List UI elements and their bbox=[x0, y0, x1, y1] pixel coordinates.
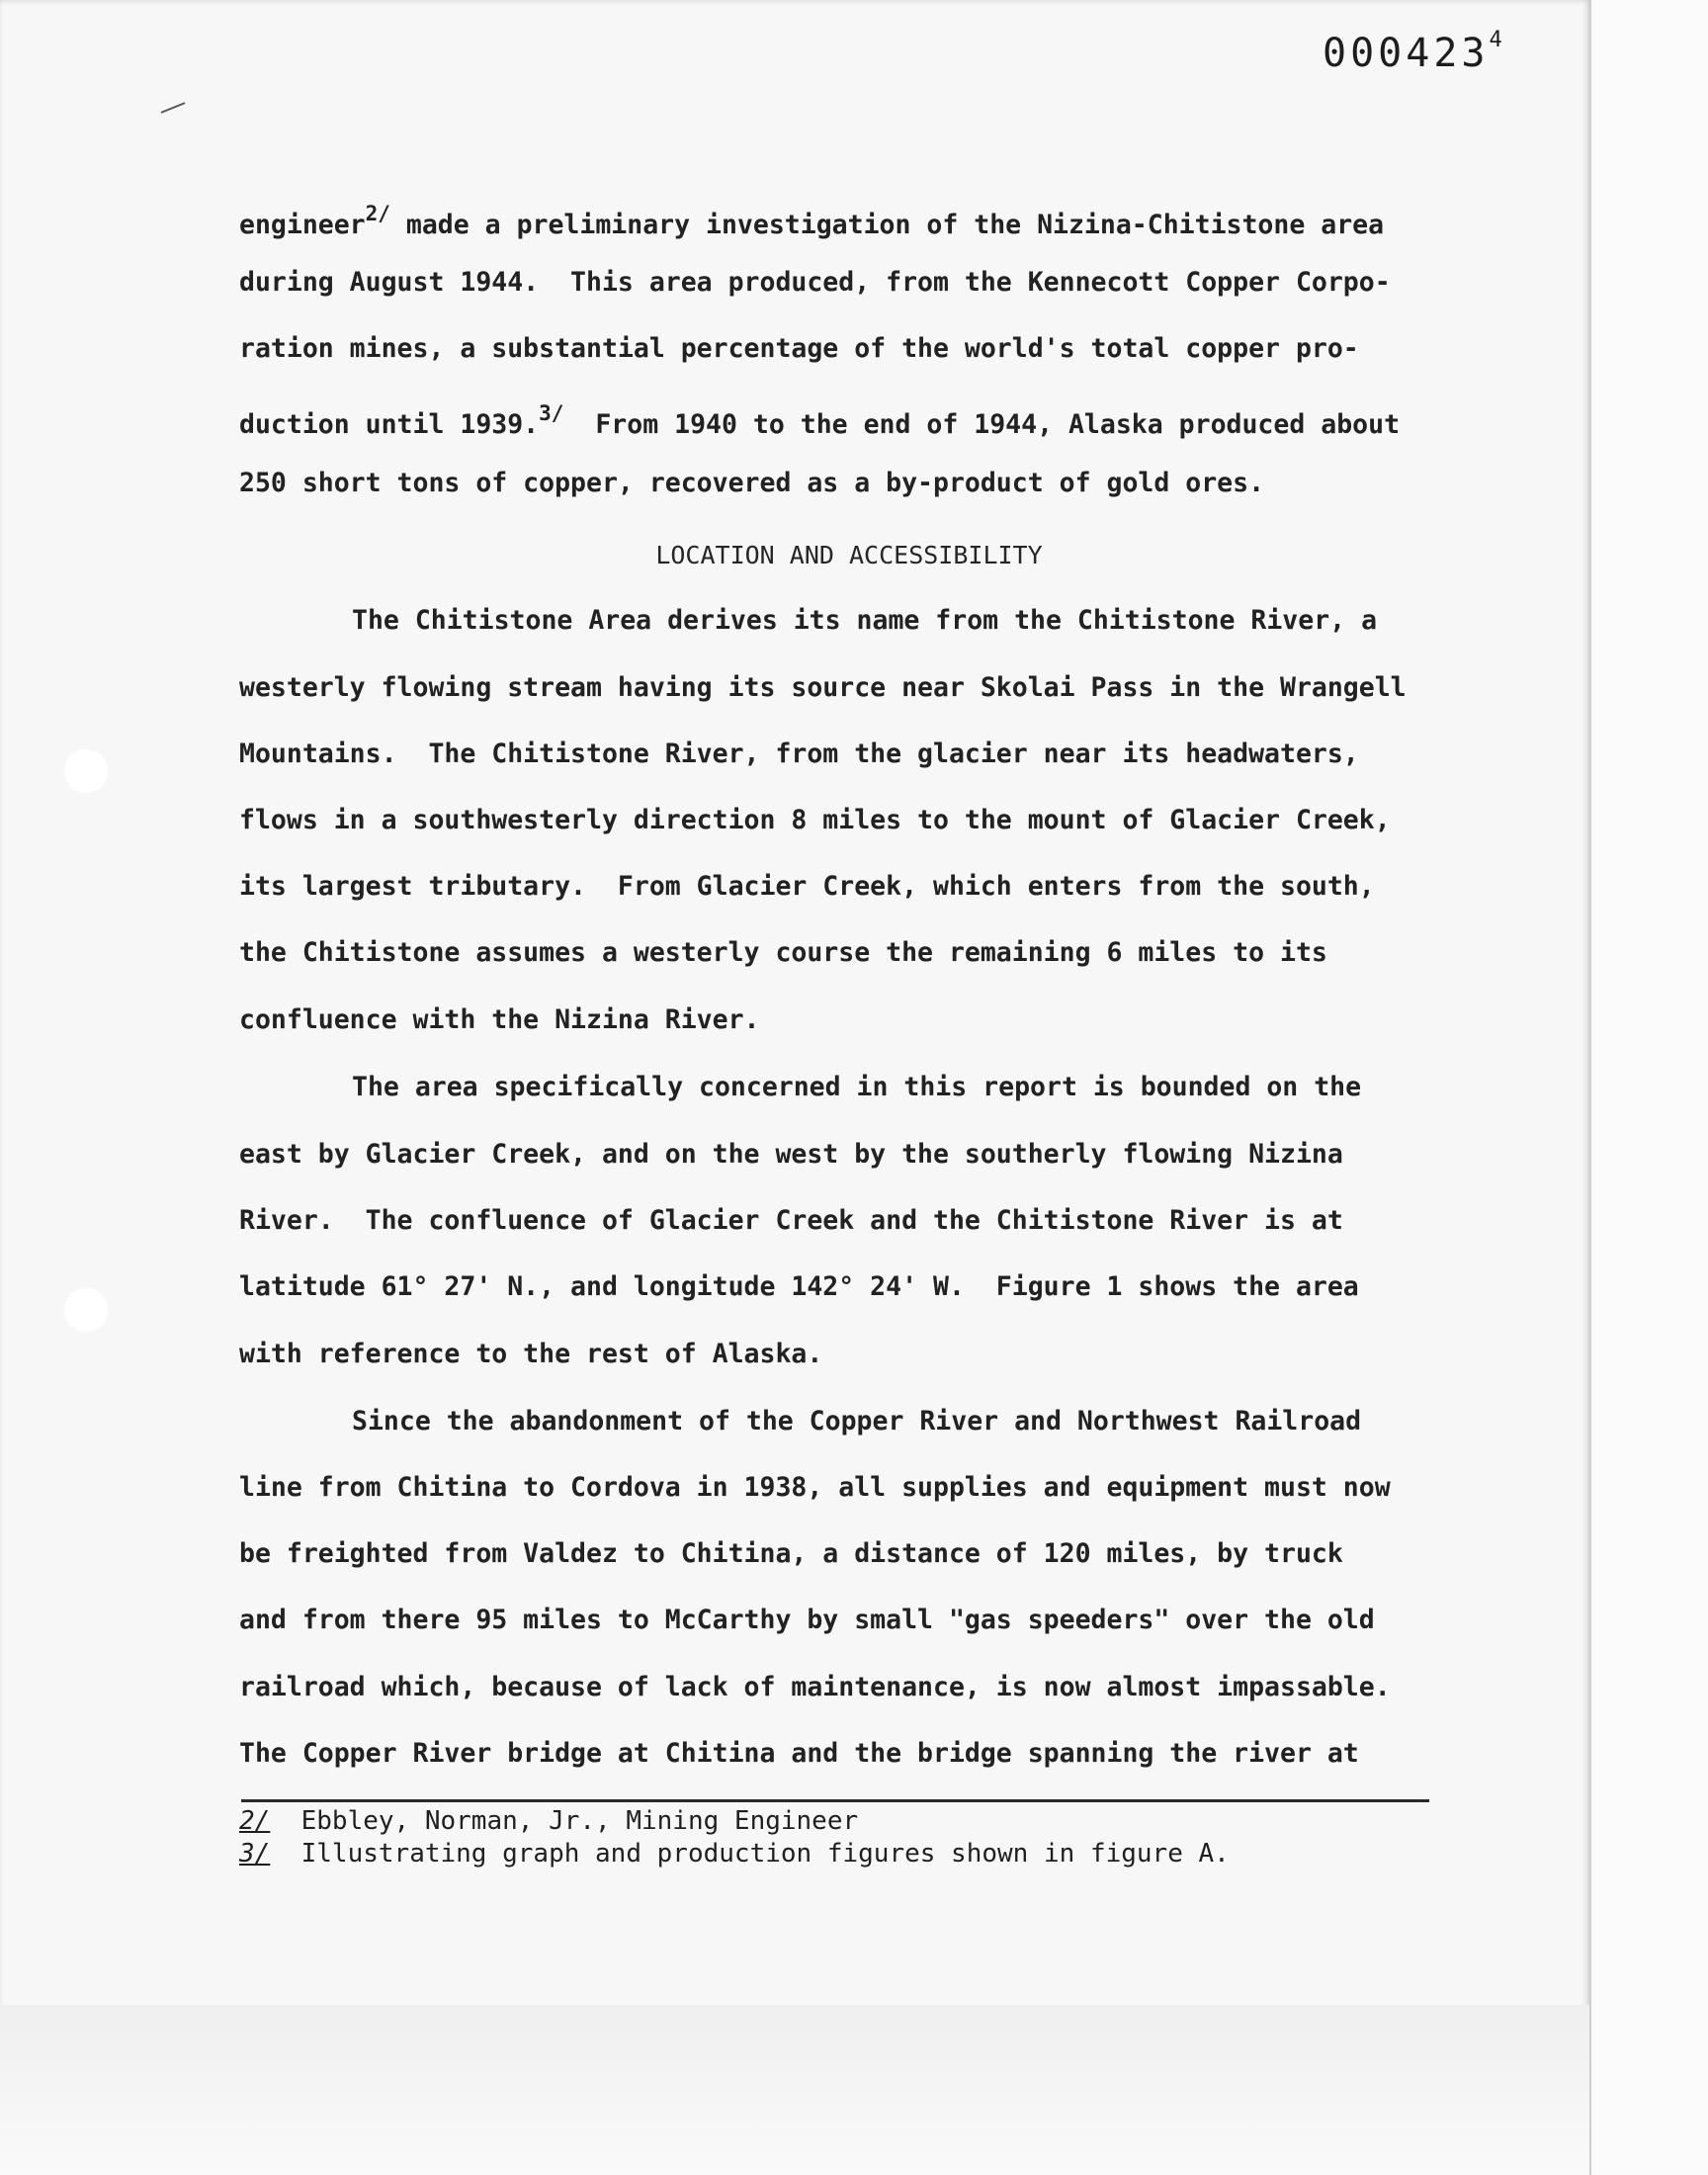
text-line: and from there 95 miles to McCarthy by small "gas speeders" over the old bbox=[239, 1605, 1375, 1635]
text-line: River. The confluence of Glacier Creek and the Chitistone River is at bbox=[239, 1205, 1343, 1236]
text-line: westerly flowing stream having its source near Skolai Pass in the Wrangell bbox=[239, 672, 1407, 703]
text-line: railroad which, because of lack of maintenance, is now almost impassable. bbox=[239, 1672, 1391, 1702]
text-line: during August 1944. This area produced, from the Kennecott Copper Corpo- bbox=[239, 267, 1391, 298]
footnote: 3/ Illustrating graph and production figures shown in figure A. bbox=[239, 1839, 1230, 1869]
text-line: its largest tributary. From Glacier Creek, which enters from the south, bbox=[239, 871, 1375, 902]
section-heading: LOCATION AND ACCESSIBILITY bbox=[655, 541, 1043, 569]
text-line: ration mines, a substantial percentage of the world's total copper pro- bbox=[239, 333, 1359, 364]
text-line: The Copper River bridge at Chitina and the bridge spanning the river at bbox=[239, 1738, 1359, 1769]
text-line: Mountains. The Chitistone River, from the glacier near its headwaters, bbox=[239, 739, 1359, 769]
page-bottom-area bbox=[0, 2005, 1589, 2175]
pen-mark bbox=[161, 102, 186, 114]
text-line: flows in a southwesterly direction 8 miles to the mount of Glacier Creek, bbox=[239, 805, 1391, 835]
text-line: latitude 61° 27' N., and longitude 142° 24' W. Figure 1 shows the area bbox=[239, 1271, 1359, 1302]
text-line: duction until 1939.$^{3/}$ From 1940 to the end of 1944, Alaska produced about bbox=[239, 401, 1401, 440]
punch-hole bbox=[63, 1287, 109, 1333]
page-number: 000423$^4$ bbox=[1323, 28, 1506, 76]
text-line: engineer$^{2/}$ made a preliminary investigation of the Nizina-Chitistone area bbox=[239, 202, 1385, 240]
text-line: 250 short tons of copper, recovered as a by-product of gold ores. bbox=[239, 468, 1265, 498]
text-line: Since the abandonment of the Copper River and Northwest Railroad bbox=[352, 1406, 1362, 1436]
text-line: confluence with the Nizina River. bbox=[239, 1004, 760, 1035]
text-line: be freighted from Valdez to Chitina, a distance of 120 miles, by truck bbox=[239, 1538, 1343, 1569]
text-line: the Chitistone assumes a westerly course the remaining 6 miles to its bbox=[239, 937, 1327, 968]
scan-margin bbox=[1589, 0, 1708, 2175]
text-line: with reference to the rest of Alaska. bbox=[239, 1339, 823, 1369]
footnote: 2/ Ebbley, Norman, Jr., Mining Engineer bbox=[239, 1806, 859, 1836]
footnote-number: 3/ bbox=[239, 1839, 271, 1869]
text-line: east by Glacier Creek, and on the west by the southerly flowing Nizina bbox=[239, 1139, 1343, 1170]
text-line: The Chitistone Area derives its name from the Chitistone River, a bbox=[352, 605, 1378, 636]
footnote-reference: 3/ bbox=[539, 401, 564, 425]
punch-hole bbox=[63, 748, 109, 794]
footnote-reference: 2/ bbox=[365, 202, 390, 225]
text-line: The area specifically concerned in this report is bounded on the bbox=[352, 1072, 1362, 1102]
footnote-divider bbox=[241, 1799, 1429, 1802]
footnote-number: 2/ bbox=[239, 1806, 271, 1836]
text-line: line from Chitina to Cordova in 1938, all supplies and equipment must now bbox=[239, 1472, 1391, 1503]
